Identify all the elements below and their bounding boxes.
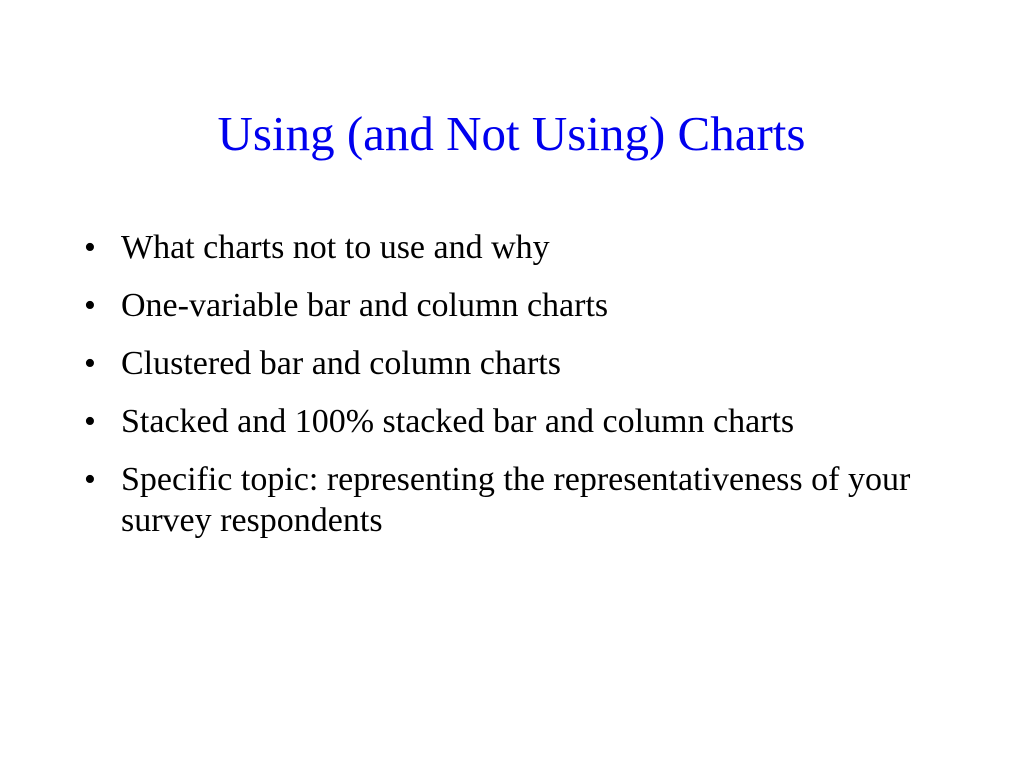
bullet-icon: • bbox=[84, 345, 96, 382]
slide-title: Using (and Not Using) Charts bbox=[217, 106, 806, 161]
bullet-item bbox=[84, 227, 984, 268]
bullet-text: Clustered bar and column charts bbox=[121, 345, 561, 382]
bullet-item bbox=[84, 459, 984, 541]
bullet-icon: • bbox=[84, 461, 96, 498]
bullet-text: What charts not to use and why bbox=[121, 229, 550, 266]
bullet-item bbox=[84, 343, 984, 384]
bullet-text: Specific topic: representing the representativeness of your survey respondents bbox=[121, 461, 911, 539]
bullet-text: One-variable bar and column charts bbox=[121, 287, 609, 324]
bullet-list bbox=[84, 227, 984, 558]
bullet-icon: • bbox=[84, 287, 96, 324]
bullet-text: Stacked and 100% stacked bar and column charts bbox=[121, 403, 795, 440]
bullet-item bbox=[84, 401, 984, 442]
bullet-icon: • bbox=[84, 403, 96, 440]
bullet-item bbox=[84, 285, 984, 326]
bullet-icon: • bbox=[84, 229, 96, 266]
